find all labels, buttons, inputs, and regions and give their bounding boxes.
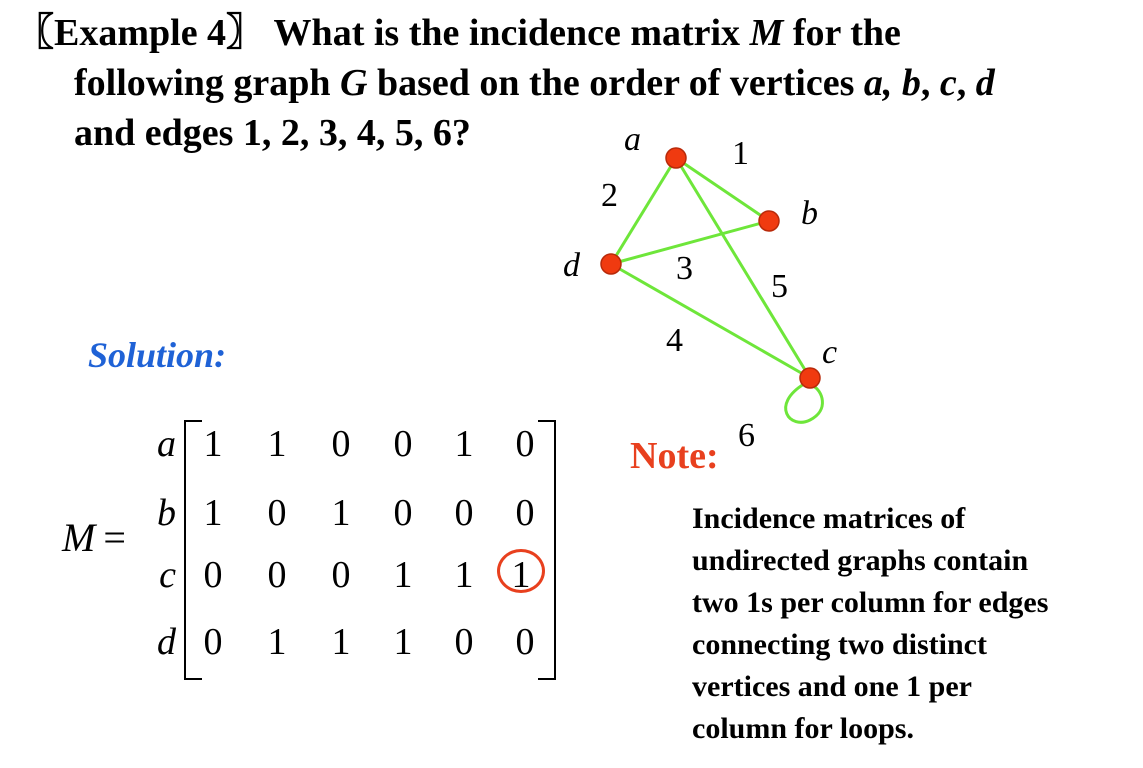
row-label-b: b	[157, 492, 176, 534]
matrix-name: M	[62, 515, 96, 560]
matrix-cell-highlighted: 1	[511, 554, 531, 596]
matrix-cell: 0	[515, 423, 535, 465]
note-line: vertices and one 1 per	[692, 670, 972, 703]
matrix-cell: 0	[393, 492, 413, 534]
problem-comma2: ,	[956, 62, 976, 104]
edge-label-2: 2	[601, 177, 618, 214]
problem-vertex-list: a, b	[863, 62, 921, 104]
vertex-c-label: c	[822, 334, 838, 371]
note-line: two 1s per column for edges	[692, 586, 1049, 619]
row-label-a: a	[157, 423, 176, 465]
note-line: Incidence matrices of	[692, 502, 966, 535]
note-text	[692, 498, 1132, 750]
vertex-a-label: a	[624, 121, 641, 158]
matrix-cell: 1	[203, 423, 223, 465]
problem-line2-start: following graph	[74, 62, 341, 104]
problem-line2-mid: based on the order of vertices	[367, 62, 864, 104]
matrix-cell: 0	[331, 423, 351, 465]
problem-mid1: for the	[783, 12, 901, 54]
matrix-cell: 1	[331, 492, 351, 534]
problem-vertex-d: d	[975, 62, 995, 104]
matrix-cell: 1	[331, 621, 351, 663]
problem-graph-name: G	[340, 62, 368, 104]
matrix-cell: 1	[454, 423, 474, 465]
edge-label-3: 3	[676, 250, 693, 287]
problem-line-3: and edges 1, 2, 3, 4, 5, 6?	[74, 112, 471, 154]
matrix-cell: 0	[515, 492, 535, 534]
equals-sign: =	[103, 515, 126, 560]
solution-label: Solution:	[88, 335, 227, 375]
row-label-d: d	[157, 621, 176, 663]
highlight-circle	[497, 549, 545, 596]
matrix-cell: 0	[515, 621, 535, 663]
problem-comma1: ,	[920, 62, 940, 104]
note-label: Note:	[630, 435, 719, 477]
edge-label-6: 6	[738, 417, 755, 448]
row-label-c: c	[159, 554, 176, 596]
matrix-cell: 1	[393, 621, 413, 663]
matrix-cell: 1	[393, 554, 413, 596]
matrix-cell: 1	[267, 621, 287, 663]
matrix-cell: 0	[454, 621, 474, 663]
matrix-cell: 0	[203, 621, 223, 663]
matrix-cell: 1	[454, 554, 474, 596]
note-line: undirected graphs contain	[692, 544, 1029, 577]
edge-label-1: 1	[732, 135, 749, 172]
matrix-cell: 0	[393, 423, 413, 465]
matrix-cell: 0	[454, 492, 474, 534]
vertex-b-label: b	[801, 195, 818, 232]
edge-label-4: 4	[666, 322, 683, 359]
problem-prefix: 〖Example 4〗 What is the incidence matrix	[16, 12, 750, 54]
matrix-cell: 0	[267, 554, 287, 596]
matrix-cell: 1	[203, 492, 223, 534]
note-line: connecting two distinct	[692, 628, 987, 661]
note-line: column for loops.	[692, 712, 914, 745]
matrix-cell: 0	[331, 554, 351, 596]
matrix-cell: 1	[267, 423, 287, 465]
problem-matrix-name: M	[749, 12, 784, 54]
matrix-cell: 0	[267, 492, 287, 534]
edge-label-5: 5	[771, 268, 788, 305]
matrix-cell: 0	[203, 554, 223, 596]
vertex-d-label: d	[563, 247, 580, 284]
problem-vertex-c: c	[939, 62, 957, 104]
